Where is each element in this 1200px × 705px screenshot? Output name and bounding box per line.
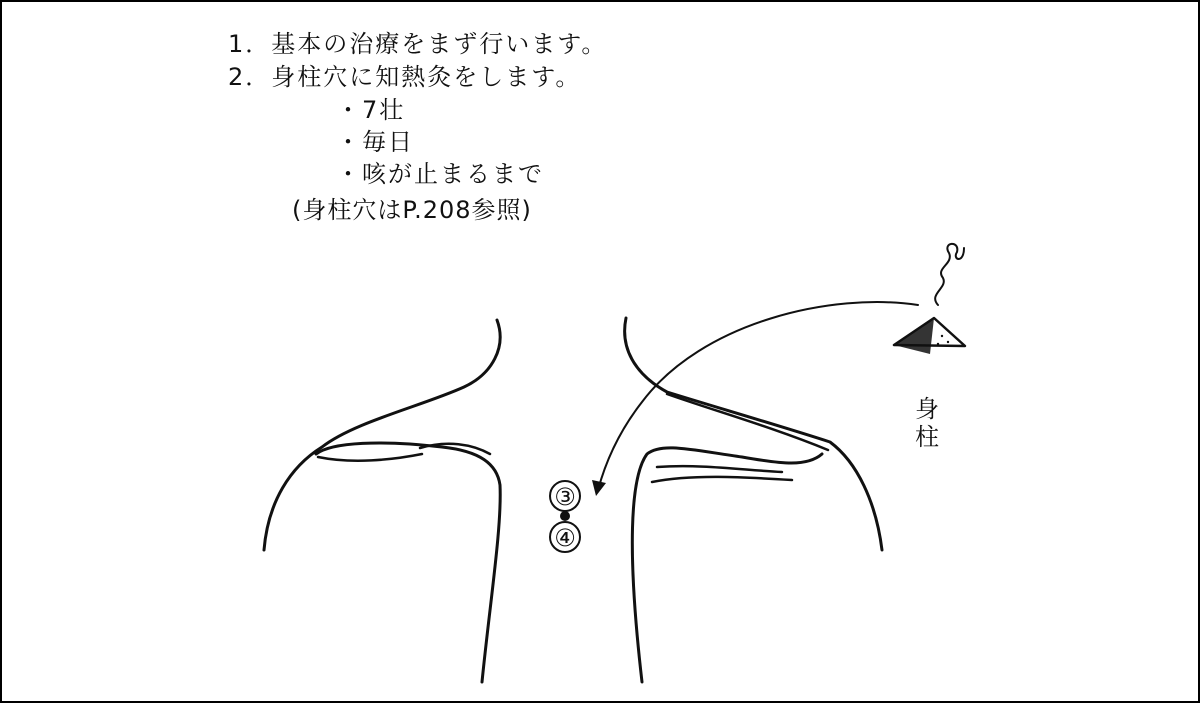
right-scapula-inner <box>657 466 782 472</box>
bullet-duration: ・咳が止まるまで <box>336 160 544 188</box>
vertebra-markers <box>550 481 580 552</box>
vertebra-4-label: ④ <box>554 524 576 552</box>
step-2-text: 2．身柱穴に知熱灸をします。 <box>228 63 582 91</box>
arrow-head-icon <box>592 480 606 496</box>
right-trapezius-line <box>667 394 828 450</box>
vertebra-3-label: ③ <box>554 483 576 511</box>
right-scapula-outline <box>632 448 822 682</box>
right-neck-outline <box>625 318 882 550</box>
moxa-cone-with-smoke-icon <box>894 244 965 354</box>
step-1-text: 1．基本の治療をまず行います。 <box>228 30 608 58</box>
back-illustration <box>2 2 1200 705</box>
right-scapular-spine <box>652 477 792 482</box>
acupoint-dot <box>560 511 570 521</box>
bullet-frequency: ・毎日 <box>336 128 414 156</box>
acupoint-label-char-2: 柱 <box>915 423 939 451</box>
page-reference-note: (身柱穴はP.208参照) <box>292 196 532 224</box>
bullet-cone-count: ・7壮 <box>336 96 406 124</box>
left-scapula-outline <box>316 443 500 682</box>
curved-arrow-icon <box>598 302 918 490</box>
left-scapula-inner <box>318 454 422 461</box>
left-neck-outline <box>264 320 500 550</box>
acupoint-label-char-1: 身 <box>915 395 939 423</box>
